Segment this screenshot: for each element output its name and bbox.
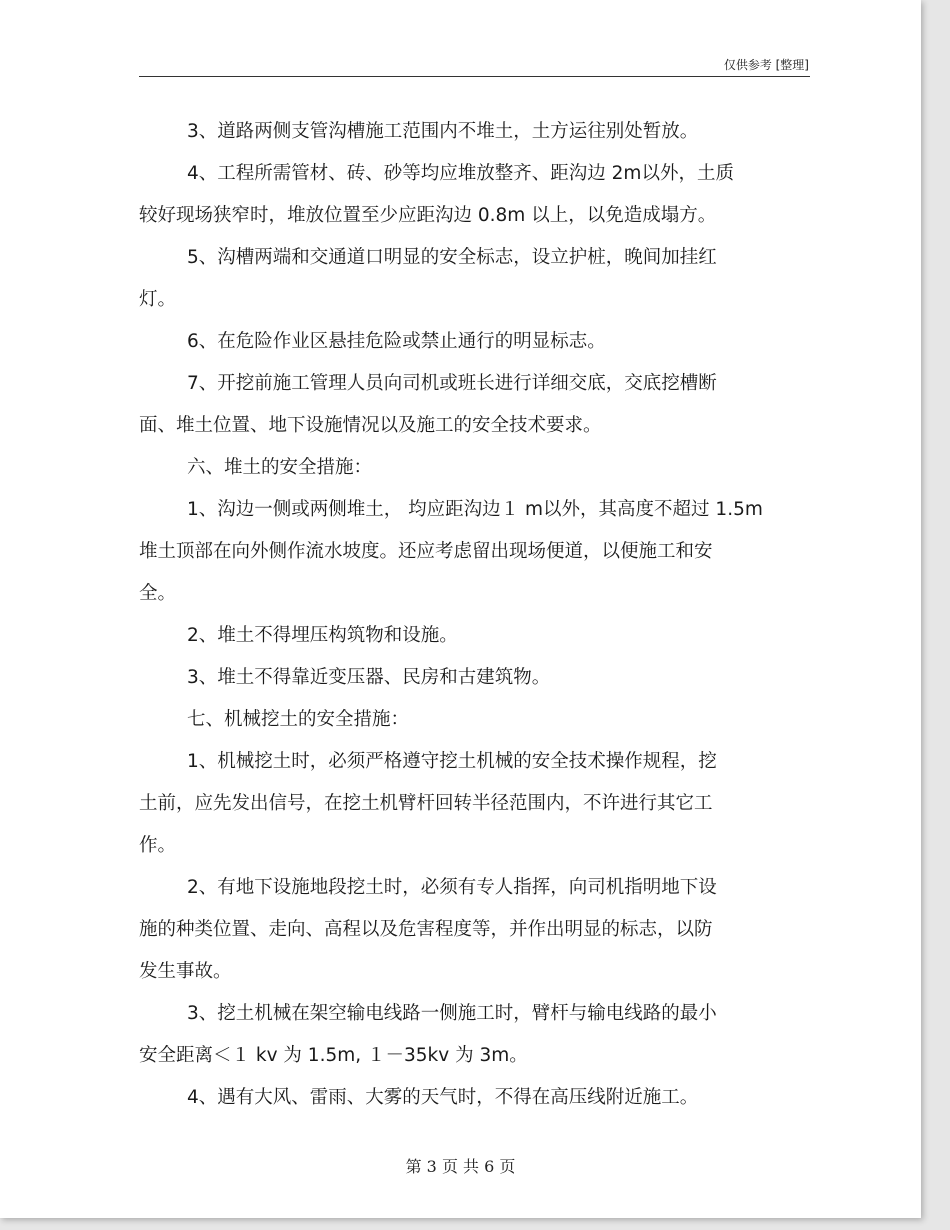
- body-content: [139, 111, 819, 1119]
- paragraph-line: 六、堆土的安全措施：: [187, 457, 373, 478]
- paragraph-line: 7、开挖前施工管理人员向司机或班长进行详细交底，交底挖槽断: [187, 373, 717, 394]
- paragraph-line: 3、道路两侧支管沟槽施工范围内不堆土，土方运往别处暂放。: [187, 121, 699, 142]
- page-footer: 第 3 页 共 6 页: [405, 1157, 516, 1176]
- paragraph-line: 1、沟边一侧或两侧堆土， 均应距沟边１ m以外，其高度不超过 1.5m: [187, 499, 763, 520]
- header-rule: [139, 76, 810, 77]
- paragraph-continuation-line: 施的种类位置、走向、高程以及危害程度等，并作出明显的标志，以防: [139, 919, 713, 940]
- paragraph-line: 5、沟槽两端和交通道口明显的安全标志，设立护桩，晚间加挂红: [187, 247, 717, 268]
- paragraph-continuation-line: 发生事故。: [139, 961, 232, 982]
- paragraph-line: 2、有地下设施地段挖土时，必须有专人指挥，向司机指明地下设: [187, 877, 717, 898]
- paragraph-continuation-line: 堆土顶部在向外侧作流水坡度。还应考虑留出现场便道，以便施工和安: [139, 541, 713, 562]
- paragraph-continuation-line: 作。: [139, 835, 177, 856]
- paragraph-continuation-line: 较好现场狭窄时，堆放位置至少应距沟边 0.8m 以上，以免造成塌方。: [139, 205, 717, 226]
- paragraph-continuation-line: 土前，应先发出信号，在挖土机臂杆回转半径范围内，不许进行其它工: [139, 793, 713, 814]
- paragraph-line: 3、堆土不得靠近变压器、民房和古建筑物。: [187, 667, 551, 688]
- paragraph-line: 4、遇有大风、雷雨、大雾的天气时，不得在高压线附近施工。: [187, 1087, 699, 1108]
- paragraph-line: 2、堆土不得埋压构筑物和设施。: [187, 625, 458, 646]
- paragraph-line: 3、挖土机械在架空输电线路一侧施工时，臂杆与输电线路的最小: [187, 1003, 717, 1024]
- paragraph-line: 6、在危险作业区悬挂危险或禁止通行的明显标志。: [187, 331, 606, 352]
- paragraph-line: 1、机械挖土时，必须严格遵守挖土机械的安全技术操作规程，挖: [187, 751, 717, 772]
- page-header: 仅供参考 [整理]: [723, 58, 809, 72]
- paragraph-line: 4、工程所需管材、砖、砂等均应堆放整齐、距沟边 2m以外，土质: [187, 163, 734, 184]
- paragraph-continuation-line: 面、堆土位置、地下设施情况以及施工的安全技术要求。: [139, 415, 602, 436]
- paragraph-continuation-line: 安全距离＜１ kv 为 1.5m, １－35kv 为 3m。: [139, 1045, 528, 1066]
- paragraph-line: 七、机械挖土的安全措施：: [187, 709, 410, 730]
- paragraph-continuation-line: 全。: [139, 583, 177, 604]
- paragraph-continuation-line: 灯。: [139, 289, 177, 310]
